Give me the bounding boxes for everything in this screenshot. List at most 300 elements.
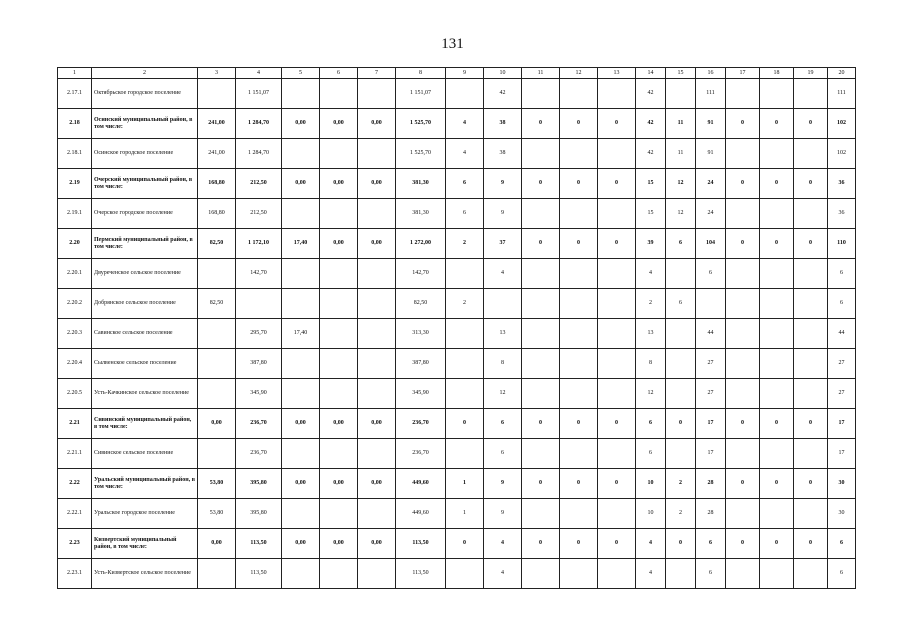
value-cell: 8 — [636, 349, 666, 379]
value-cell: 0 — [760, 229, 794, 259]
value-cell — [358, 439, 396, 469]
row-name-cell: Очерское городское поселение — [92, 199, 198, 229]
value-cell — [446, 379, 484, 409]
value-cell — [560, 319, 598, 349]
value-cell: 0 — [560, 409, 598, 439]
value-cell: 42 — [484, 79, 522, 109]
value-cell: 381,30 — [396, 199, 446, 229]
header-cell: 1 — [58, 68, 92, 79]
value-cell — [726, 79, 760, 109]
value-cell: 0 — [522, 469, 560, 499]
value-cell: 142,70 — [396, 259, 446, 289]
value-cell — [358, 139, 396, 169]
value-cell: 0 — [598, 469, 636, 499]
value-cell: 0,00 — [282, 529, 320, 559]
row-name-cell: Сылвенское сельское поселение — [92, 349, 198, 379]
header-cell: 5 — [282, 68, 320, 79]
value-cell — [760, 559, 794, 589]
value-cell: 6 — [696, 259, 726, 289]
value-cell — [560, 289, 598, 319]
value-cell: 4 — [484, 529, 522, 559]
value-cell: 449,60 — [396, 499, 446, 529]
value-cell: 6 — [828, 259, 856, 289]
value-cell: 53,80 — [198, 499, 236, 529]
value-cell: 37 — [484, 229, 522, 259]
value-cell: 295,70 — [236, 319, 282, 349]
value-cell: 387,80 — [236, 349, 282, 379]
row-name-cell: Двуреченское сельское поселение — [92, 259, 198, 289]
value-cell: 53,80 — [198, 469, 236, 499]
value-cell — [446, 349, 484, 379]
value-cell: 91 — [696, 109, 726, 139]
value-cell: 1 272,00 — [396, 229, 446, 259]
value-cell: 0,00 — [358, 109, 396, 139]
header-cell: 9 — [446, 68, 484, 79]
value-cell: 12 — [636, 379, 666, 409]
value-cell — [560, 349, 598, 379]
value-cell — [666, 319, 696, 349]
value-cell — [598, 259, 636, 289]
value-cell — [522, 259, 560, 289]
table-row — [58, 529, 856, 559]
value-cell: 6 — [446, 199, 484, 229]
header-cell: 11 — [522, 68, 560, 79]
value-cell: 236,70 — [396, 439, 446, 469]
value-cell: 0 — [666, 409, 696, 439]
header-cell: 10 — [484, 68, 522, 79]
value-cell: 0 — [522, 229, 560, 259]
value-cell: 82,50 — [198, 229, 236, 259]
value-cell: 11 — [666, 139, 696, 169]
value-cell: 36 — [828, 199, 856, 229]
value-cell — [726, 559, 760, 589]
value-cell: 168,80 — [198, 199, 236, 229]
row-code-cell: 2.21.1 — [58, 439, 92, 469]
value-cell: 17 — [696, 439, 726, 469]
value-cell — [282, 499, 320, 529]
value-cell: 0 — [666, 529, 696, 559]
header-cell: 8 — [396, 68, 446, 79]
value-cell: 24 — [696, 199, 726, 229]
value-cell — [320, 559, 358, 589]
value-cell: 111 — [696, 79, 726, 109]
value-cell — [320, 139, 358, 169]
value-cell — [598, 499, 636, 529]
row-code-cell: 2.18.1 — [58, 139, 92, 169]
value-cell — [794, 199, 828, 229]
value-cell: 38 — [484, 139, 522, 169]
value-cell — [696, 289, 726, 319]
value-cell — [282, 289, 320, 319]
value-cell: 6 — [696, 529, 726, 559]
value-cell: 4 — [636, 529, 666, 559]
value-cell — [726, 319, 760, 349]
value-cell — [794, 79, 828, 109]
value-cell — [282, 439, 320, 469]
value-cell — [320, 259, 358, 289]
value-cell — [726, 439, 760, 469]
value-cell: 27 — [696, 349, 726, 379]
value-cell: 6 — [828, 289, 856, 319]
value-cell — [726, 349, 760, 379]
value-cell: 0 — [760, 529, 794, 559]
value-cell: 1 151,07 — [236, 79, 282, 109]
row-code-cell: 2.19.1 — [58, 199, 92, 229]
value-cell — [794, 289, 828, 319]
value-cell: 241,00 — [198, 139, 236, 169]
value-cell — [760, 259, 794, 289]
value-cell — [358, 259, 396, 289]
value-cell: 212,50 — [236, 199, 282, 229]
row-code-cell: 2.21 — [58, 409, 92, 439]
value-cell: 111 — [828, 79, 856, 109]
value-cell — [794, 349, 828, 379]
value-cell — [598, 349, 636, 379]
row-name-cell: Октябрьское городское поселение — [92, 79, 198, 109]
value-cell: 0 — [598, 409, 636, 439]
value-cell — [358, 199, 396, 229]
value-cell — [484, 289, 522, 319]
value-cell: 102 — [828, 139, 856, 169]
value-cell — [320, 499, 358, 529]
value-cell: 0 — [726, 229, 760, 259]
value-cell: 30 — [828, 499, 856, 529]
header-cell: 19 — [794, 68, 828, 79]
value-cell: 236,70 — [236, 439, 282, 469]
table-row — [58, 439, 856, 469]
value-cell — [446, 79, 484, 109]
value-cell: 0 — [522, 169, 560, 199]
table-row — [58, 409, 856, 439]
value-cell: 42 — [636, 139, 666, 169]
table-row — [58, 379, 856, 409]
value-cell: 0 — [598, 529, 636, 559]
value-cell — [598, 79, 636, 109]
value-cell: 17,40 — [282, 319, 320, 349]
value-cell: 30 — [828, 469, 856, 499]
value-cell — [726, 199, 760, 229]
header-cell: 4 — [236, 68, 282, 79]
value-cell — [198, 379, 236, 409]
value-cell: 39 — [636, 229, 666, 259]
value-cell — [794, 139, 828, 169]
row-code-cell: 2.23 — [58, 529, 92, 559]
value-cell: 38 — [484, 109, 522, 139]
table-body — [58, 68, 856, 589]
value-cell — [560, 259, 598, 289]
value-cell: 0,00 — [320, 229, 358, 259]
value-cell: 395,80 — [236, 499, 282, 529]
value-cell: 9 — [484, 169, 522, 199]
value-cell — [760, 379, 794, 409]
row-name-cell: Пермский муниципальный район, в том числе: — [92, 229, 198, 259]
value-cell: 9 — [484, 499, 522, 529]
value-cell: 0 — [794, 529, 828, 559]
value-cell: 0 — [598, 229, 636, 259]
row-name-cell: Осинское городское поселение — [92, 139, 198, 169]
value-cell — [522, 199, 560, 229]
value-cell — [320, 319, 358, 349]
value-cell — [726, 379, 760, 409]
value-cell: 2 — [446, 289, 484, 319]
row-name-cell: Усть-Кизвертское сельское поселение — [92, 559, 198, 589]
value-cell — [598, 439, 636, 469]
value-cell: 113,50 — [236, 529, 282, 559]
value-cell: 236,70 — [236, 409, 282, 439]
value-cell: 0 — [726, 469, 760, 499]
value-cell: 6 — [666, 289, 696, 319]
value-cell: 10 — [636, 469, 666, 499]
value-cell — [522, 139, 560, 169]
value-cell — [598, 319, 636, 349]
value-cell — [358, 499, 396, 529]
value-cell — [198, 79, 236, 109]
header-cell: 16 — [696, 68, 726, 79]
value-cell — [794, 379, 828, 409]
value-cell: 104 — [696, 229, 726, 259]
value-cell — [560, 139, 598, 169]
value-cell: 6 — [828, 559, 856, 589]
value-cell — [760, 139, 794, 169]
value-cell — [560, 559, 598, 589]
value-cell: 0 — [794, 109, 828, 139]
value-cell — [560, 199, 598, 229]
value-cell — [560, 439, 598, 469]
value-cell: 0,00 — [320, 109, 358, 139]
value-cell: 44 — [696, 319, 726, 349]
row-name-cell: Осинский муниципальный район, в том числе: — [92, 109, 198, 139]
row-name-cell: Усть-Качкинское сельское поселение — [92, 379, 198, 409]
value-cell: 0,00 — [198, 409, 236, 439]
value-cell — [726, 289, 760, 319]
value-cell: 13 — [636, 319, 666, 349]
value-cell: 0 — [794, 169, 828, 199]
value-cell: 17 — [696, 409, 726, 439]
table-row — [58, 109, 856, 139]
value-cell — [666, 349, 696, 379]
value-cell — [522, 559, 560, 589]
value-cell — [358, 559, 396, 589]
value-cell: 449,60 — [396, 469, 446, 499]
value-cell: 0 — [760, 169, 794, 199]
header-cell: 3 — [198, 68, 236, 79]
value-cell — [598, 559, 636, 589]
value-cell: 15 — [636, 169, 666, 199]
value-cell — [760, 289, 794, 319]
value-cell: 1 — [446, 499, 484, 529]
value-cell: 313,30 — [396, 319, 446, 349]
value-cell: 44 — [828, 319, 856, 349]
value-cell: 1 525,70 — [396, 139, 446, 169]
value-cell: 1 284,70 — [236, 109, 282, 139]
row-code-cell: 2.18 — [58, 109, 92, 139]
value-cell: 27 — [828, 379, 856, 409]
value-cell — [522, 319, 560, 349]
row-code-cell: 2.20.3 — [58, 319, 92, 349]
value-cell — [760, 199, 794, 229]
value-cell — [198, 349, 236, 379]
value-cell — [282, 349, 320, 379]
value-cell: 0 — [598, 109, 636, 139]
value-cell: 113,50 — [396, 529, 446, 559]
value-cell — [666, 379, 696, 409]
value-cell: 24 — [696, 169, 726, 199]
value-cell — [282, 379, 320, 409]
value-cell — [760, 499, 794, 529]
value-cell: 0 — [560, 529, 598, 559]
row-name-cell: Очерский муниципальный район, в том числе: — [92, 169, 198, 199]
value-cell: 381,30 — [396, 169, 446, 199]
value-cell — [666, 559, 696, 589]
value-cell: 241,00 — [198, 109, 236, 139]
value-cell — [320, 349, 358, 379]
row-code-cell: 2.23.1 — [58, 559, 92, 589]
value-cell: 168,80 — [198, 169, 236, 199]
value-cell — [320, 199, 358, 229]
value-cell — [198, 259, 236, 289]
header-cell: 18 — [760, 68, 794, 79]
value-cell: 0 — [726, 409, 760, 439]
value-cell: 236,70 — [396, 409, 446, 439]
row-name-cell: Кизвертский муниципальный район, в том числе: — [92, 529, 198, 559]
value-cell: 0 — [760, 109, 794, 139]
row-code-cell: 2.20.1 — [58, 259, 92, 289]
value-cell: 9 — [484, 469, 522, 499]
row-code-cell: 2.20.4 — [58, 349, 92, 379]
value-cell: 2 — [636, 289, 666, 319]
value-cell — [198, 559, 236, 589]
value-cell: 12 — [484, 379, 522, 409]
value-cell: 0 — [794, 469, 828, 499]
row-code-cell: 2.22 — [58, 469, 92, 499]
value-cell — [666, 259, 696, 289]
value-cell: 1 — [446, 469, 484, 499]
value-cell: 17,40 — [282, 229, 320, 259]
table-row — [58, 319, 856, 349]
value-cell: 0,00 — [282, 169, 320, 199]
table-row — [58, 169, 856, 199]
value-cell: 4 — [636, 259, 666, 289]
table-row — [58, 79, 856, 109]
value-cell — [760, 439, 794, 469]
value-cell — [320, 439, 358, 469]
header-cell: 14 — [636, 68, 666, 79]
value-cell: 0 — [794, 229, 828, 259]
value-cell: 0,00 — [358, 529, 396, 559]
header-cell: 20 — [828, 68, 856, 79]
row-name-cell: Уральское городское поселение — [92, 499, 198, 529]
value-cell: 0 — [560, 169, 598, 199]
value-cell: 6 — [636, 409, 666, 439]
value-cell — [358, 79, 396, 109]
value-cell: 4 — [446, 109, 484, 139]
value-cell: 13 — [484, 319, 522, 349]
value-cell — [282, 139, 320, 169]
value-cell: 6 — [666, 229, 696, 259]
value-cell: 212,50 — [236, 169, 282, 199]
value-cell: 6 — [484, 409, 522, 439]
table-row — [58, 499, 856, 529]
value-cell — [794, 499, 828, 529]
value-cell: 0,00 — [358, 469, 396, 499]
row-name-cell: Добрянское сельское поселение — [92, 289, 198, 319]
value-cell: 0 — [560, 109, 598, 139]
value-cell: 1 284,70 — [236, 139, 282, 169]
value-cell — [522, 379, 560, 409]
value-cell — [198, 439, 236, 469]
value-cell: 82,50 — [396, 289, 446, 319]
table-row — [58, 469, 856, 499]
value-cell — [760, 79, 794, 109]
value-cell — [446, 439, 484, 469]
value-cell: 42 — [636, 109, 666, 139]
value-cell — [446, 559, 484, 589]
value-cell: 0,00 — [358, 229, 396, 259]
value-cell: 4 — [484, 559, 522, 589]
header-row — [58, 68, 856, 79]
value-cell: 0 — [760, 469, 794, 499]
value-cell: 2 — [666, 469, 696, 499]
value-cell: 0,00 — [198, 529, 236, 559]
value-cell — [320, 79, 358, 109]
value-cell: 28 — [696, 469, 726, 499]
value-cell: 0 — [726, 109, 760, 139]
value-cell: 0,00 — [358, 169, 396, 199]
value-cell — [282, 559, 320, 589]
row-name-cell: Савинское сельское поселение — [92, 319, 198, 349]
value-cell: 0 — [446, 529, 484, 559]
value-cell — [666, 439, 696, 469]
value-cell: 345,90 — [236, 379, 282, 409]
value-cell — [560, 499, 598, 529]
table-row — [58, 559, 856, 589]
value-cell: 0,00 — [320, 169, 358, 199]
value-cell — [522, 349, 560, 379]
value-cell: 6 — [636, 439, 666, 469]
value-cell — [726, 259, 760, 289]
value-cell: 0 — [560, 469, 598, 499]
value-cell: 11 — [666, 109, 696, 139]
table-row — [58, 199, 856, 229]
value-cell: 27 — [696, 379, 726, 409]
value-cell — [320, 379, 358, 409]
value-cell — [282, 259, 320, 289]
value-cell: 6 — [828, 529, 856, 559]
value-cell: 0,00 — [282, 409, 320, 439]
value-cell — [282, 199, 320, 229]
header-cell: 15 — [666, 68, 696, 79]
value-cell: 27 — [828, 349, 856, 379]
value-cell: 0 — [794, 409, 828, 439]
value-cell — [760, 349, 794, 379]
value-cell — [794, 439, 828, 469]
row-code-cell: 2.19 — [58, 169, 92, 199]
value-cell: 1 525,70 — [396, 109, 446, 139]
value-cell: 12 — [666, 169, 696, 199]
value-cell — [522, 499, 560, 529]
value-cell: 0 — [598, 169, 636, 199]
table-row — [58, 139, 856, 169]
value-cell: 2 — [666, 499, 696, 529]
value-cell: 0,00 — [320, 469, 358, 499]
value-cell: 28 — [696, 499, 726, 529]
value-cell — [598, 199, 636, 229]
value-cell — [560, 79, 598, 109]
value-cell — [794, 319, 828, 349]
value-cell: 0,00 — [320, 529, 358, 559]
row-code-cell: 2.20.2 — [58, 289, 92, 319]
value-cell: 113,50 — [396, 559, 446, 589]
